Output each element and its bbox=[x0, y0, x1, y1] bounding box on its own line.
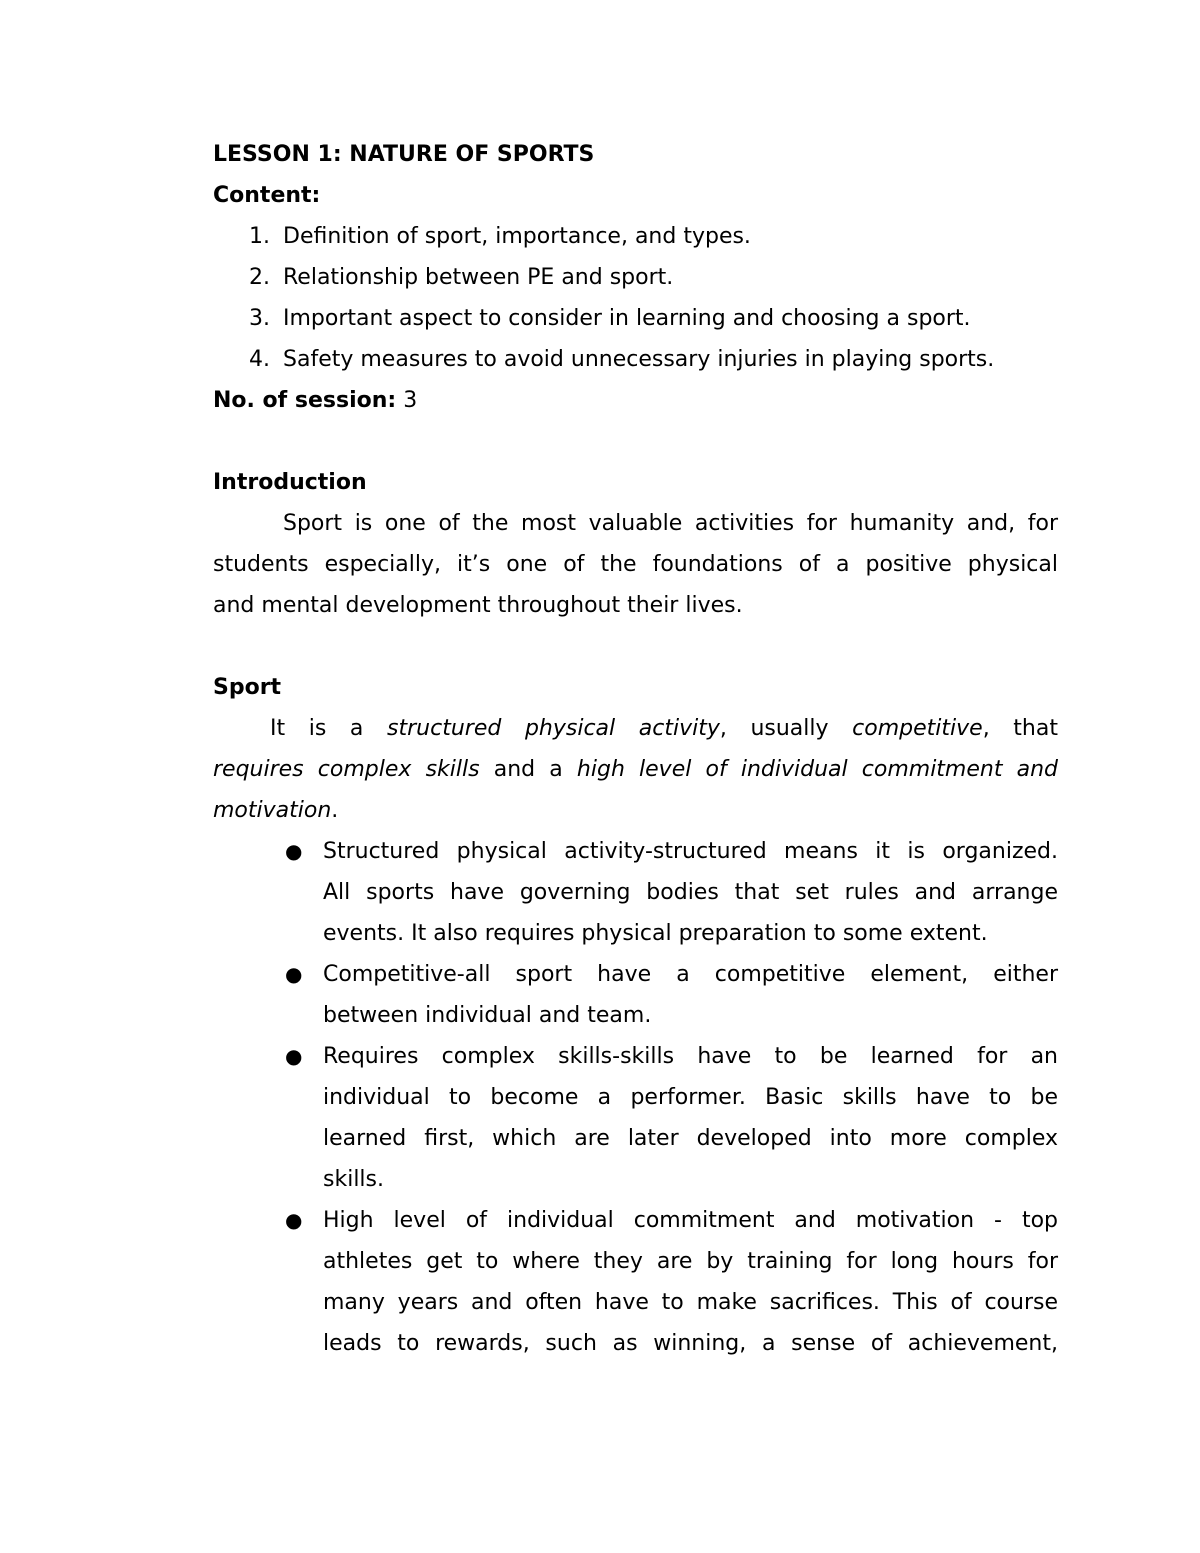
sessions-label: No. of session: bbox=[213, 388, 397, 413]
introduction-line: students especially, it’s one of the foundations of a positive physical bbox=[213, 552, 1058, 577]
list-item-line: Structured physical activity-structured means it is organized. bbox=[323, 839, 1058, 864]
sport-definition-line bbox=[213, 790, 1058, 831]
spacer bbox=[213, 421, 1058, 462]
sport-heading: Sport bbox=[213, 675, 282, 700]
sport-definition-line bbox=[213, 749, 1058, 790]
content-item-text: Relationship between PE and sport. bbox=[283, 265, 674, 290]
list-item-line: events. It also requires physical preparation to some extent. bbox=[323, 921, 988, 946]
introduction-paragraph bbox=[213, 503, 1058, 626]
list-item-line: All sports have governing bodies that set rules and arrange bbox=[323, 880, 1058, 905]
bullet-icon: ● bbox=[285, 1044, 303, 1068]
definition-emphasis: competitive bbox=[852, 716, 983, 741]
list-item-line: leads to rewards, such as winning, a sense of achievement, bbox=[323, 1331, 1058, 1356]
list-item bbox=[213, 831, 1058, 954]
definition-emphasis: motivation bbox=[213, 798, 332, 823]
lesson-title: LESSON 1: NATURE OF SPORTS bbox=[213, 142, 595, 167]
introduction-line: and mental development throughout their lives. bbox=[213, 593, 743, 618]
list-item-line: Requires complex skills-skills have to be learned for an bbox=[323, 1044, 1058, 1069]
content-item-text: Important aspect to consider in learning and choosing a sport. bbox=[283, 306, 971, 331]
bullet-icon: ● bbox=[285, 962, 303, 986]
content-item-text: Definition of sport, importance, and types. bbox=[283, 224, 751, 249]
introduction-heading: Introduction bbox=[213, 470, 367, 495]
content-item bbox=[213, 216, 1058, 257]
list-item-line: High level of individual commitment and motivation - top bbox=[323, 1208, 1058, 1233]
content-item bbox=[213, 298, 1058, 339]
content-item-number: 3. bbox=[249, 306, 270, 331]
content-item-number: 1. bbox=[249, 224, 270, 249]
definition-text: , that bbox=[982, 716, 1058, 741]
list-item bbox=[213, 1200, 1058, 1364]
definition-text: It is a bbox=[270, 716, 388, 741]
content-item bbox=[213, 339, 1058, 380]
list-item-line: athletes get to where they are by training for long hours for bbox=[323, 1249, 1058, 1274]
definition-emphasis: structured physical activity bbox=[387, 716, 720, 741]
list-item-line: individual to become a performer. Basic skills have to be bbox=[323, 1085, 1058, 1110]
content-list bbox=[213, 216, 1058, 380]
list-item bbox=[213, 954, 1058, 1036]
sport-definition-line bbox=[213, 708, 1058, 749]
list-item-line: learned first, which are later developed into more complex bbox=[323, 1126, 1058, 1151]
content-item-text: Safety measures to avoid unnecessary injuries in playing sports. bbox=[283, 347, 995, 372]
content-label: Content: bbox=[213, 183, 321, 208]
list-item-line: between individual and team. bbox=[323, 1003, 652, 1028]
list-item-line: many years and often have to make sacrifices. This of course bbox=[323, 1290, 1058, 1315]
bullet-icon: ● bbox=[285, 1208, 303, 1232]
bullet-icon: ● bbox=[285, 839, 303, 863]
list-item bbox=[213, 1036, 1058, 1200]
definition-emphasis: high level of individual commitment and bbox=[576, 757, 1059, 782]
content-item bbox=[213, 257, 1058, 298]
definition-text: , usually bbox=[719, 716, 853, 741]
sport-characteristics-list bbox=[213, 831, 1058, 1364]
content-item-number: 4. bbox=[249, 347, 270, 372]
sport-definition bbox=[213, 708, 1058, 831]
list-item-line: skills. bbox=[323, 1167, 384, 1192]
content-item-number: 2. bbox=[249, 265, 270, 290]
spacer bbox=[213, 626, 1058, 667]
definition-text: and a bbox=[479, 757, 577, 782]
document-page bbox=[213, 134, 1058, 1364]
sessions-line bbox=[213, 380, 1058, 421]
introduction-line: Sport is one of the most valuable activities for humanity and, for bbox=[283, 511, 1058, 536]
list-item-line: Competitive-all sport have a competitive element, either bbox=[323, 962, 1058, 987]
definition-emphasis: requires complex skills bbox=[213, 757, 480, 782]
sessions-value: 3 bbox=[403, 388, 418, 413]
definition-text: . bbox=[331, 798, 339, 823]
